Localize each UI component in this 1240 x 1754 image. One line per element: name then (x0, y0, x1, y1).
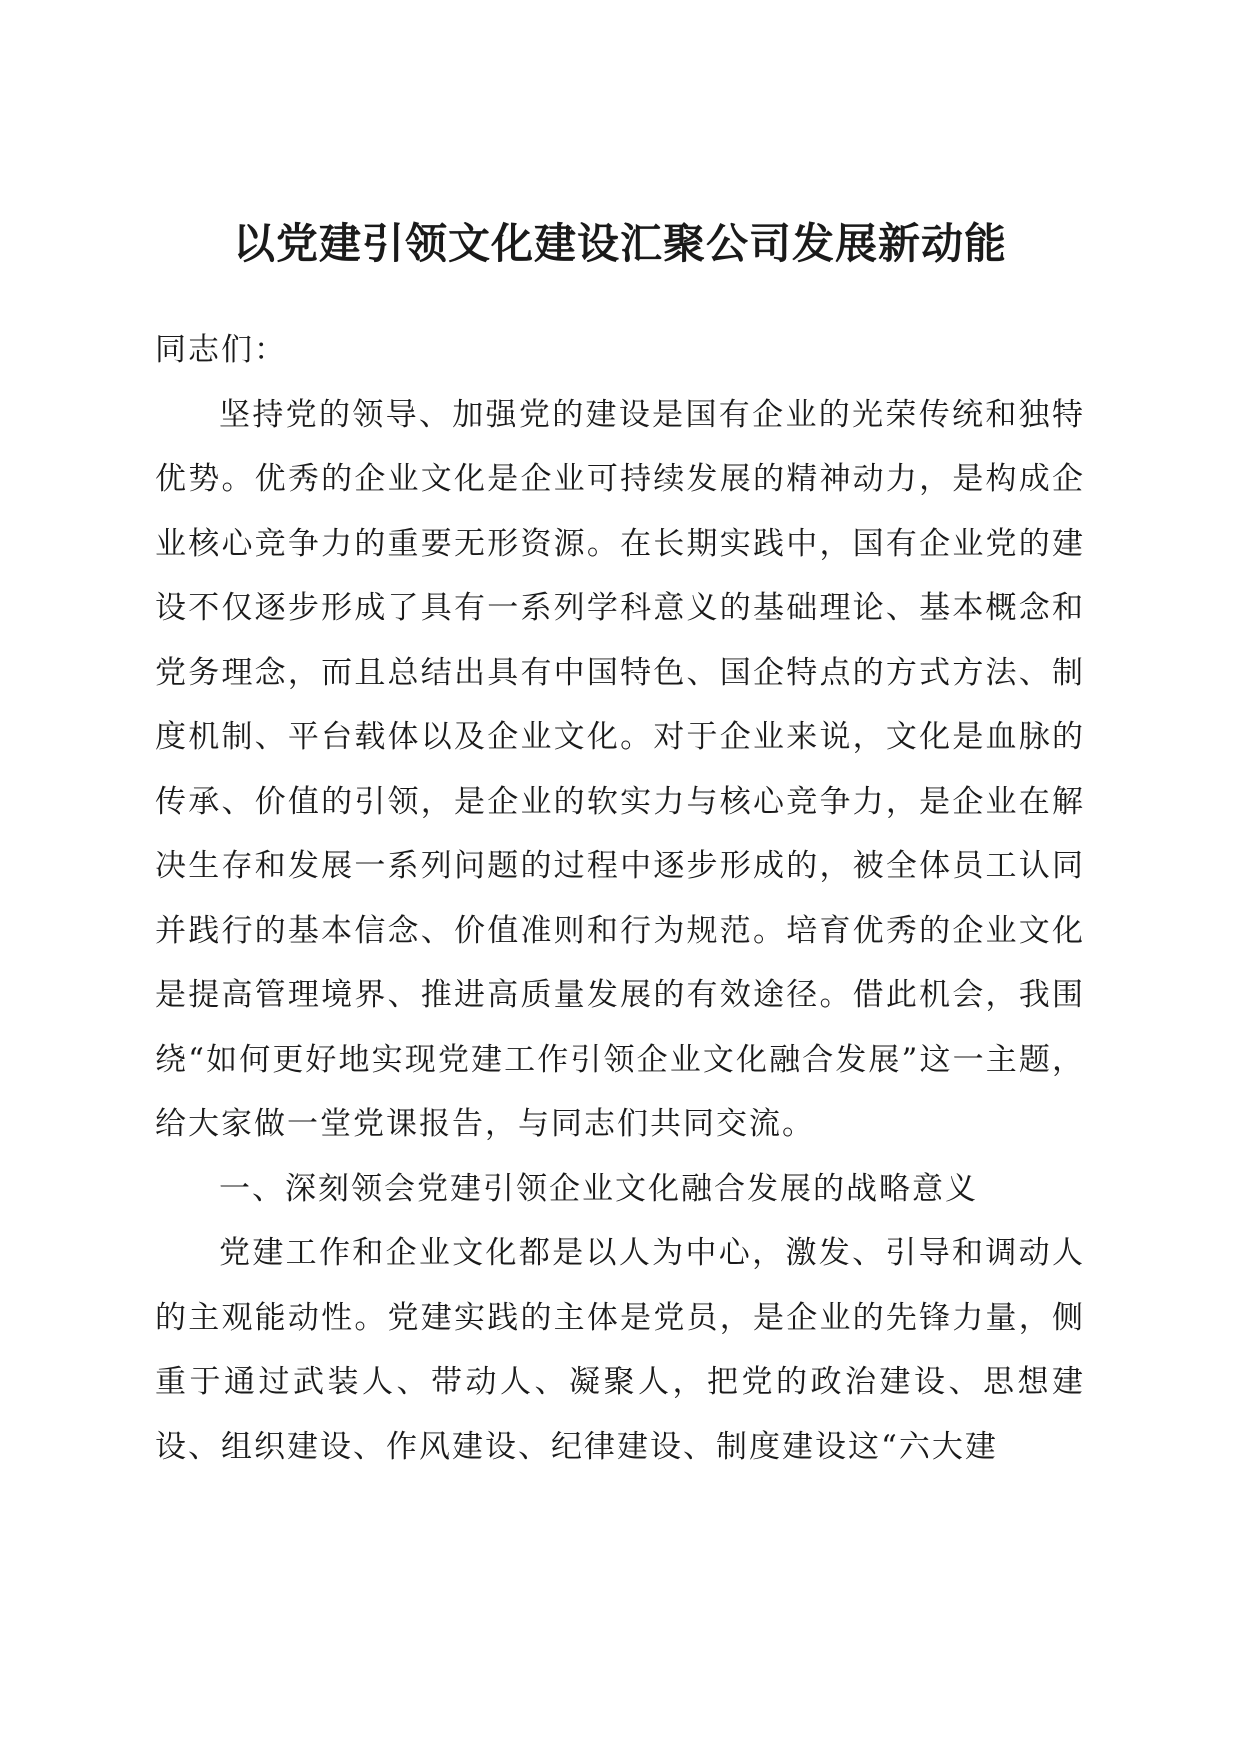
document-title: 以党建引领文化建设汇聚公司发展新动能 (232, 219, 1007, 268)
section-paragraph: 党建工作和企业文化都是以人为中心，激发、引导和调动人的主观能动性。党建实践的主体是党员，是企业的先锋力量，侧重于通过武装人、带动人、凝聚人，把党的政治建设、思想建设、组织建设、作风建设、纪律建设、制度建设这“六大建 (155, 1235, 1085, 1465)
salutation: 同志们： (155, 332, 287, 368)
intro-paragraph: 坚持党的领导、加强党的建设是国有企业的光荣传统和独特优势。优秀的企业文化是企业可持续发展的精神动力，是构成企业核心竞争力的重要无形资源。在长期实践中，国有企业党的建设不仅逐步形成了具有一系列学科意义的基础理论、基本概念和党务理念，而且总结出具有中国特色、国企特点的方式方法、制度机制、平台载体以及企业文化。对于企业来说，文化是血脉的传承、价值的引领，是企业的软实力与核心竞争力，是企业在解决生存和发展一系列问题的过程中逐步形成的，被全体员工认同并践行的基本信念、价值准则和行为规范。培育优秀的企业文化是提高管理境界、推进高质量发展的有效途径。借此机会，我围绕“如何更好地实现党建工作引领企业文化融合发展”这一主题，给大家做一堂党课报告，与同志们共同交流。 (155, 396, 1085, 1142)
section-heading: 一、深刻领会党建引领企业文化融合发展的战略意义 (219, 1170, 978, 1207)
document-body (155, 318, 1085, 1479)
